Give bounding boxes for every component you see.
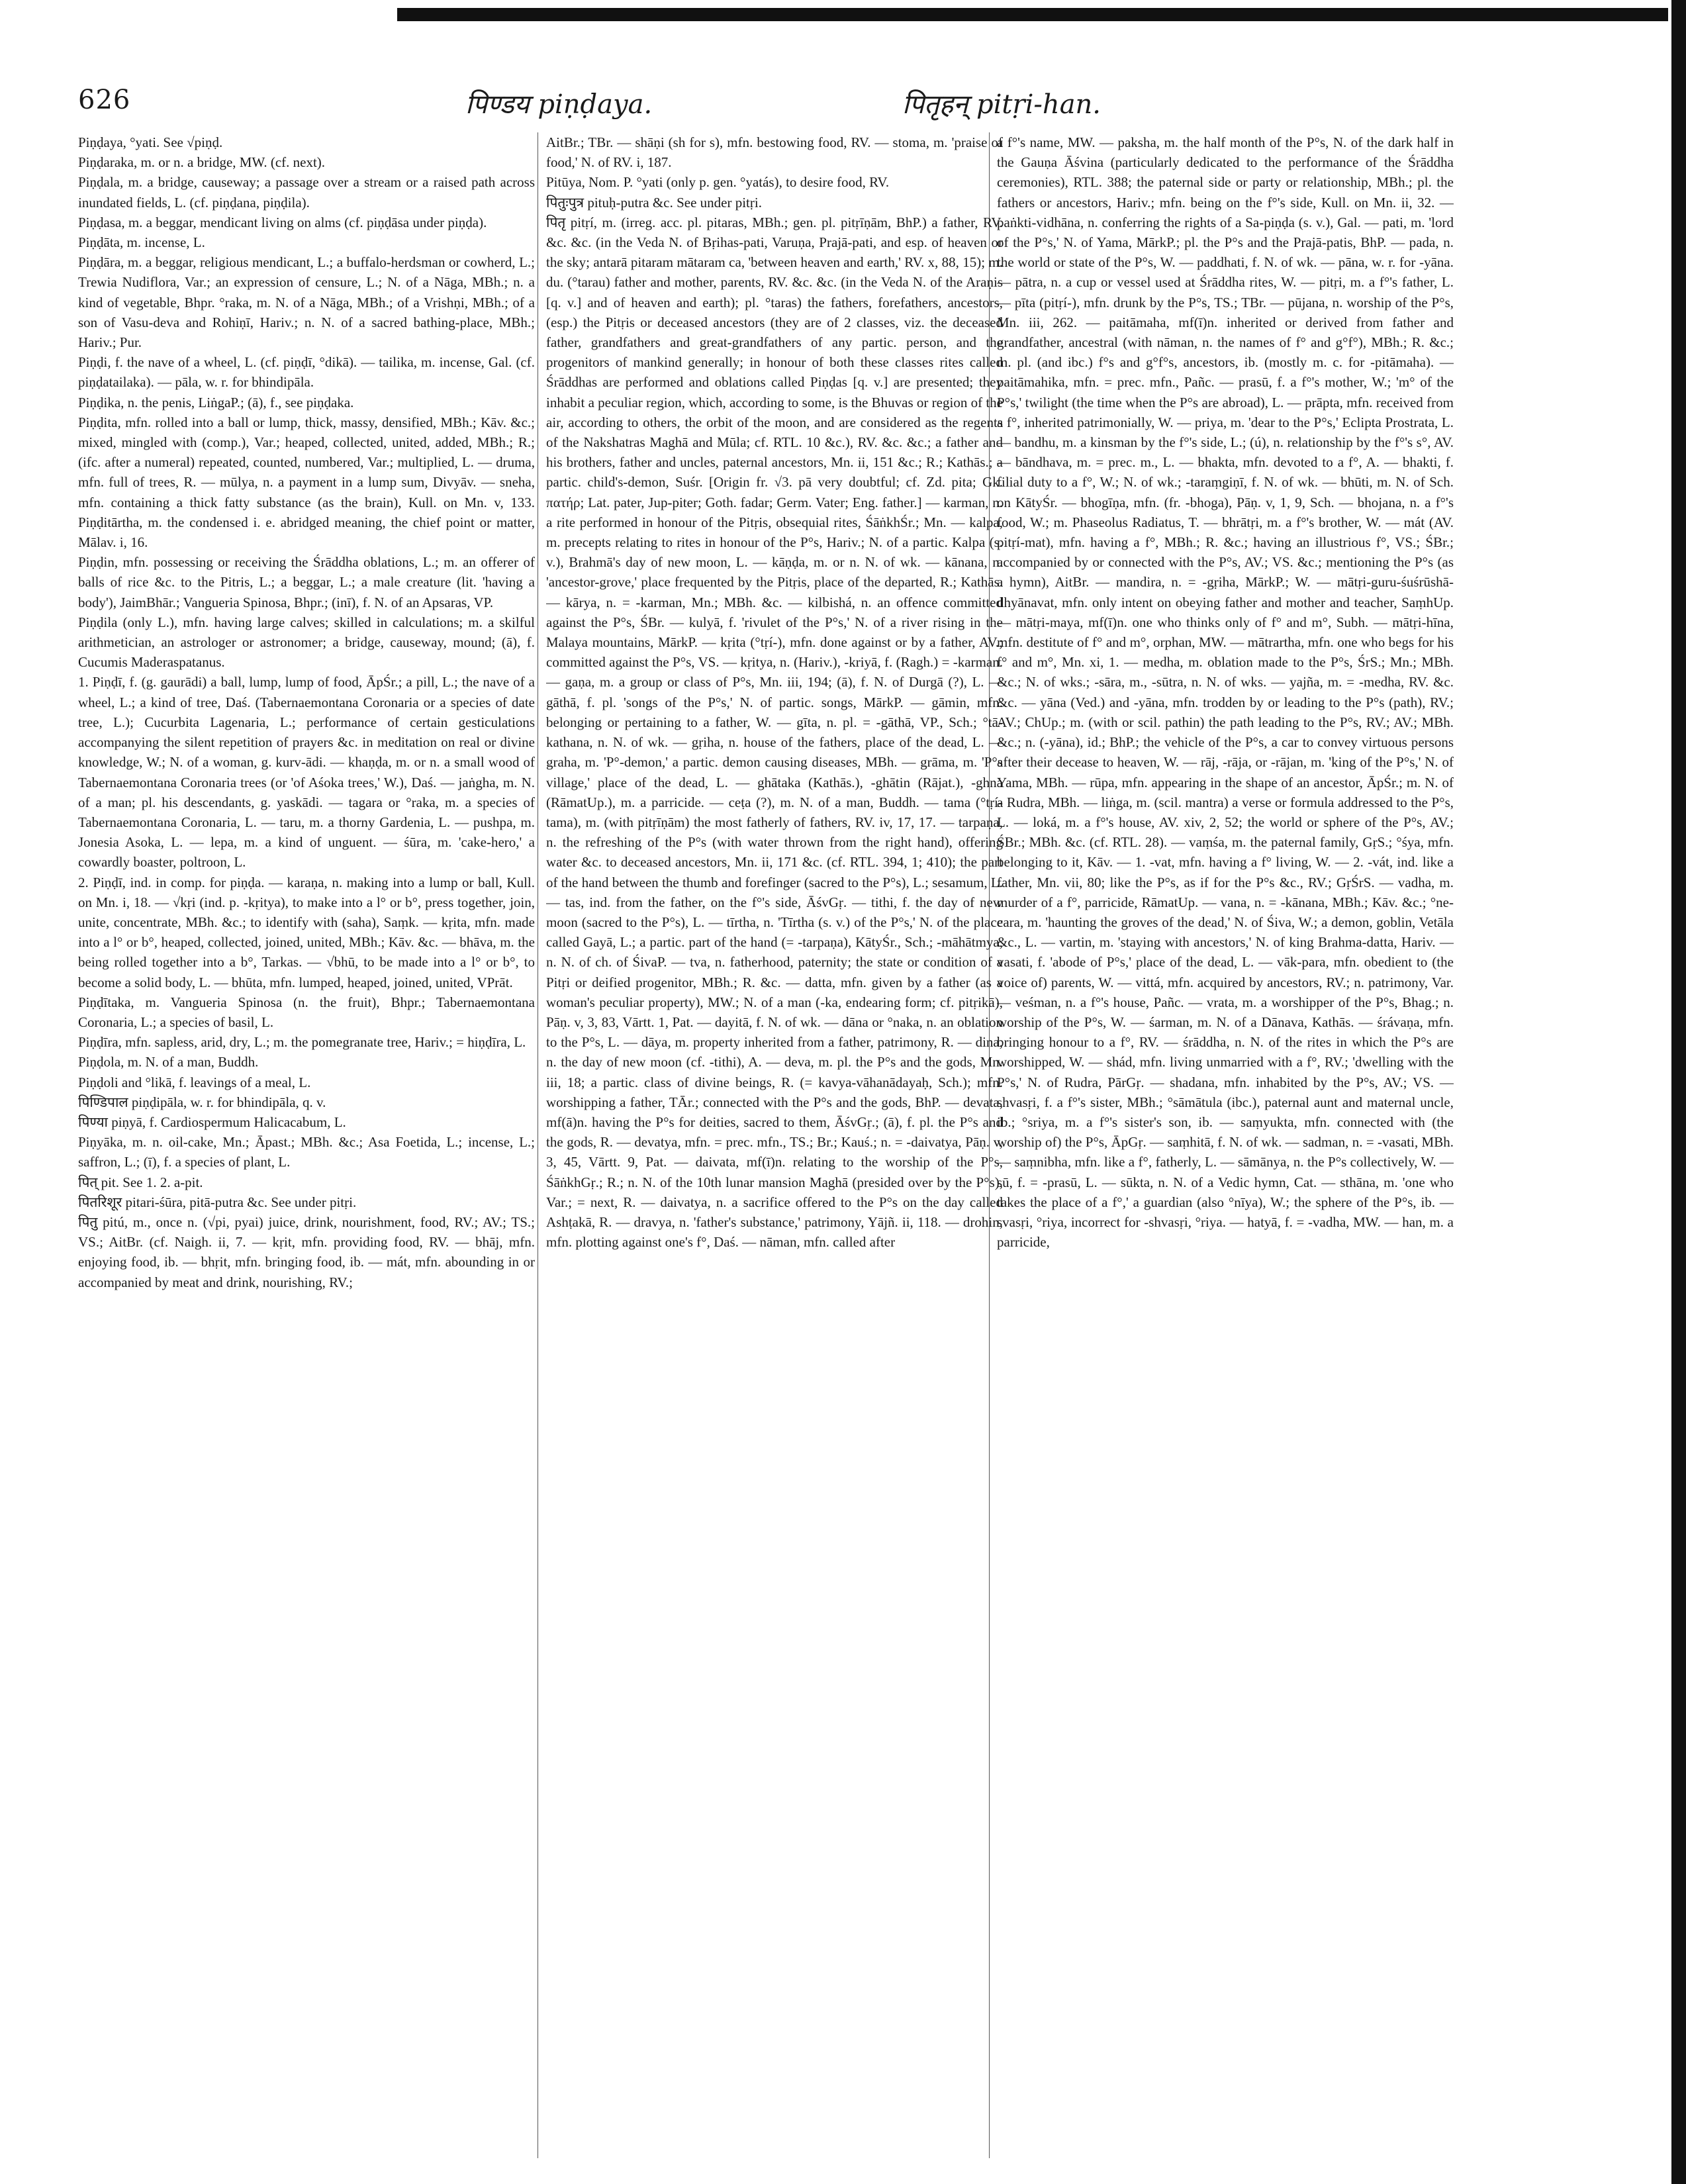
dictionary-entry: Piṇyāka, m. n. oil-cake, Mn.; Āpast.; MBh. &c.; Asa Foetida, L.; incense, L.; saffron, L.; (ī), f. a species of plant, L. [78,1134,535,1170]
dictionary-entry: Piṇḍaya, °yati. See √piṇḍ. [78,134,223,150]
dictionary-entry: Piṇḍin, mfn. possessing or receiving the Śrāddha oblations, L.; m. an offerer of balls of rice &c. to the Pitris, L.; a beggar, L.; a male creature (lit. 'having a body'), JaimBhār.; Vangueria Spinosa, Bhpr.; (inī), f. N. of an Apsaras, VP. [78,554,535,610]
dictionary-entry: Piṇḍika, n. the penis, LiṅgaP.; (ā), f., see piṇḍaka. [78,394,354,410]
dictionary-entry: Piṇḍi, f. the nave of a wheel, L. (cf. piṇḍī, °dikā). — tailika, m. incense, Gal. (cf. piṇḍatailaka). — pāla, w. r. for bhindipāla. [78,354,535,391]
dictionary-entry: a f°'s name, MW. — paksha, m. the half month of the P°s, N. of the dark half in the Gauṇa Āśvina (particularly dedicated to the performance of the Śrāddha ceremonies), RTL. 388; the paternal side or party or relationship, MBh.; pl. the fathers or ancestors, Hariv.; mfn. being on the f°'s side, Kull. on Mn. ii, 32. — paṅkti-vidhāna, n. conferring the rights of a Sa-piṇḍa (s. v.), Gal. — pati, m. 'lord of the P°s,' N. of Yama, MārkP.; pl. the P°s and the Prajā-patis, BhP. — pada, n. the world or state of the P°s, W. — paddhati, f. N. of wk. — pāna, w. r. for -yāna. — pātra, n. a cup or vessel used at Śrāddha rites, W. — pitṛi, m. a f°'s father, L. — pīta (pitṛí-), mfn. drunk by the P°s, TS.; TBr. — pūjana, n. worship of the P°s, Mn. iii, 262. — paitāmaha, mf(ī)n. inherited or derived from father and grandfather, ancestral (with nāman, n. the names of f° and g°f°), MBh.; R. &c.; m. pl. (and ibc.) f°s and g°f°s, ancestors, ib. (mostly m. c. for -pitāmaha). — paitāmahika, mfn. = prec. mfn., Pañc. — prasū, f. a f°'s mother, W.; 'm° of the P°s,' twilight (the time when the P°s are abroad), L. — prāpta, mfn. received from a f°, inherited patrimonially, W. — priya, m. 'dear to the P°s,' Eclipta Prostrata, L. — bandhu, m. a kinsman by the f°'s side, L.; (ú), n. relationship by the f°'s s°, AV. — bāndhava, m. = prec. m., L. — bhakta, mfn. devoted to a f°, A. — bhakti, f. filial duty to a f°, W.; N. of wk.; -taraṃgiṇī, f. N. of wk. — bhūti, m. N. of Sch. on KātyŚr. — bhogīṇa, mfn. (fr. -bhoga), Pāṇ. v, 1, 9, Sch. — bhojana, n. a f°'s food, W.; m. Phaseolus Radiatus, T. — bhrātṛi, m. a f°'s brother, W. — mát (AV. pitṛí-mat), mfn. having a f°, MBh.; R. &c.; having an illustrious f°, VS.; ŚBr.; accompanied by or connected with the P°s, AV.; VS. &c.; mentioning the P°s (as a hymn), AitBr. — mandira, n. = -gṛiha, MārkP.; W. — mātṛi-guru-śuśrūshā-dhyānavat, mfn. only intent on obeying father and mother and teacher, SaṃhUp. — mātṛi-maya, mf(ī)n. one who thinks only of f° and m°, Subh. — mātṛi-hīna, mfn. destitute of f° and m°, orphan, MW. — mātrartha, mfn. one who begs for his f° and m°, Mn. xi, 1. — medha, m. oblation made to the P°s, ŚrS.; Mn.; MBh. &c.; N. of wks.; -sāra, m., -sūtra, n. N. of wks. — yajña, m. = -medha, RV. &c. &c. — yāna (Ved.) and -yāna, mfn. trodden by or leading to the P°s (path), RV.; AV.; ChUp.; m. (with or scil. pathin) the path leading to the P°s, RV.; AV.; MBh. &c.; n. (-yāna), id.; BhP.; the vehicle of the P°s, a car to convey virtuous persons after their decease to heaven, W. — rāj, -rāja, or -rājan, m. 'king of the P°s,' N. of Yama, MBh. — rūpa, mfn. appearing in the shape of an ancestor, ĀpŚr.; m. N. of a Rudra, MBh. — liṅga, m. (scil. mantra) a verse or formula addressed to the P°s, L. — loká, m. a f°'s house, AV. xiv, 2, 52; the world or sphere of the P°s, AV.; ŚBr.; MBh. &c. (cf. RTL. 28). — vaṃśa, m. the paternal family, GṛS.; °śya, mfn. belonging to it, Kāv. — 1. -vat, mfn. having a f° living, W. — 2. -vát, ind. like a father, Mn. vii, 80; like the P°s, as if for the P°s &c., RV.; GṛŚrS. — vadha, m. murder of a f°, parricide, RāmatUp. — vana, n. = -kānana, MBh.; Kāv. &c.; °ne-cara, m. 'haunting the groves of the dead,' N. of Śiva, W.; a demon, goblin, Vetāla &c., L. — vartin, m. 'staying with ancestors,' N. of king Brahma-datta, Hariv. — vasati, f. 'abode of P°s,' place of the dead, L. — vāk-para, mfn. obedient to (the voice of) parents, W. — vittá, mfn. acquired by ancestors, RV.; n. patrimony, Var. — veśman, n. a f°'s house, Pañc. — vrata, m. a worshipper of the P°s, Bhag.; n. worship of the P°s, W. — śarman, m. N. of a Dānava, Kathās. — śrávaṇa, mfn. bringing honour to a f°, RV. — śrāddha, n. N. of the rites in which the P°s are worshipped, W. — shád, mfn. living unmarried with a f°, RV.; 'dwelling with the P°s,' N. of Rudra, PārGṛ. — shadana, mfn. inhabited by the P°s, AV.; VS. — shvasṛi, f. a f°'s sister, MBh.; °sāmātula (ibc.), paternal aunt and maternal uncle, ib.; °sriya, m. a f°'s sister's son, ib. — saṃyukta, mfn. connected with (the worship of) the P°s, ĀpGṛ. — saṃhitā, f. N. of wk. — sadman, n. = -vasati, MBh. — saṃnibha, mfn. like a f°, fatherly, L. — sāmānya, n. the P°s collectively, W. — sū, f. = -prasū, L. — sūkta, n. N. of a Vedic hymn, Cat. — sthāna, m. 'one who takes the place of a f°,' a guardian (also °nīya), W.; the sphere of the P°s, ib. — svasṛi, °riya, incorrect for -shvasṛi, °riya. — hatyā, f. = -vadha, MW. — han, m. a parricide, [997,134,1454,1251]
dictionary-entry: Piṇḍita, mfn. rolled into a ball or lump, thick, massy, densified, MBh.; Kāv. &c.; mixed, mingled with (comp.), Var.; heaped, collected, united, added, MBh.; R.; (ifc. after a numeral) repeated, counted, numbered, Var.; multiplied, L. — druma, mfn. full of trees, R. — mūlya, n. a payment in a lump sum, Divyāv. — sneha, mfn. containing a thick fatty substance (as the brain), Kull. on Mn. v, 133. Piṇḍitārtha, m. the condensed i. e. abridged meaning, the chief point or matter, Mālav. i, 16. [78,414,535,551]
left-running-headword: पिण्डय piṇḍaya. [465,89,653,120]
dictionary-entry: 1. Piṇḍī, f. (g. gaurādi) a ball, lump, lump of food, ĀpŚr.; a pill, L.; the nave of a wheel, L.; a kind of tree, Daś. (Tabernaemontana Coronaria or a species of date tree, L.); Cucurbita Lagenaria, L.; performance of certain gesticulations accompanying the silent repetition of prayers &c. in meditation on real or divine knowledge, W.; N. of a woman, g. kurv-ādi. — khaṇḍa, m. or n. a small wood of Tabernaemontana Coronaria trees (or 'of Aśoka trees,' W.), Daś. — jaṅgha, m. N. of a man; pl. his descendants, g. yaskādi. — tagara or °raka, m. a species of Tabernaemontana Coronaria, L. — taru, m. a thorny Gardenia, L. — pushpa, m. Jonesia Asoka, L. — lepa, m. a kind of unguent. — śūra, m. 'cake-hero,' a cowardly boaster, poltroon, L. [78,674,535,871]
dictionary-entry: 2. Piṇḍī, ind. in comp. for piṇḍa. — karaṇa, n. making into a lump or ball, Kull. on Mn. i, 18. — √kṛi (ind. p. -kṛitya), to make into a l° or b°, press together, join, unite, concentrate, MBh. &c.; to identify with (saha), Saṃk. — kṛita, mfn. made into a l° or b°, heaped, collected, joined, united, MBh.; Kāv. &c. — bhāva, m. the being rolled together into a b°, Tarkas. — √bhū, to be made into a l° or b°, to become a solid body, L. — bhūta, mfn. lumped, heaped, joined, united, VPrāt. [78,874,535,990]
dictionary-column-1 [78,132,535,2171]
page-header [78,85,1336,124]
scan-top-border [397,8,1668,21]
dictionary-entry: Piṇḍītaka, m. Vangueria Spinosa (n. the fruit), Bhpr.; Tabernaemontana Coronaria, L.; a species of basil, L. [78,994,535,1030]
page-number: 626 [78,85,131,115]
dictionary-entry: पितृ pitṛí, m. (irreg. acc. pl. pitaras, MBh.; gen. pl. pitṛīṇām, BhP.) a father, RV. &c. &c. (in the Veda N. of Bṛihas-pati, Varuṇa, Prajā-pati, and esp. of heaven or the sky; antarā pitaram mātaram ca, 'between heaven and earth,' RV. x, 88, 15); m. du. (°tarau) father and mother, parents, RV. &c. &c. (in the Veda N. of the Araṇis [q. v.] and of heaven and earth); pl. °taras) the fathers, forefathers, ancestors, (esp.) the Pitṛis or deceased ancestors (they are of 2 classes, viz. the deceased father, grandfathers and great-grandfathers of any partic. person, and the progenitors of mankind generally; in honour of both these classes rites called Śrāddhas are performed and oblations called Piṇḍas [q. v.] are presented; they inhabit a peculiar region, which, according to some, is the Bhuvas or region of the air, according to others, the orbit of the moon, and are considered as the regents of the Nakshatras Maghā and Mūla; cf. RTL. 10 &c.), RV. &c. &c.; a father and his brothers, father and uncles, paternal ancestors, Mn. ii, 151 &c.; R.; Kathās.; a partic. child's-demon, Suśr. [Origin fr. √3. pā very doubtful; cf. Zd. pita; Gk. πατήρ; Lat. pater, Jup-piter; Goth. fadar; Germ. Vater; Eng. father.] — karman, n. a rite performed in honour of the Pitṛis, obsequial rites, ŚāṅkhŚr.; Mn. — kalpa, m. precepts relating to rites in honour of the P°s, Hariv.; N. of a partic. Kalpa (s. v.), Brahmā's day of new moon, L. — kāṇḍa, m. or n. N. of wk. — kānana, n. 'ancestor-grove,' place frequented by the Pitṛis, place of the departed, R.; Kathās. — kārya, n. = -karman, Mn.; MBh. &c. — kilbishá, n. an offence committed against the P°s, ŚBr. — kulyā, f. 'rivulet of the P°s,' N. of a river rising in the Malaya mountains, MārkP. — kṛita (°tṛí-), mfn. done against or by a father, AV.; committed against the P°s, VS. — kṛitya, n. (Hariv.), -kriyā, f. (Ragh.) = -karman. — gaṇa, m. a group or class of P°s, Mn. iii, 194; (ā), f. N. of Durgā (?), L. — gāthā, f. pl. 'songs of the P°s,' N. of partic. songs, MārkP. — gāmin, mfn. belonging or pertaining to a father, W. — gīta, n. pl. = -gāthā, VP., Sch.; °tā-kathana, n. N. of wk. — gṛiha, n. house of the fathers, place of the dead, L. — graha, m. 'P°-demon,' a partic. demon causing diseases, MBh. — grāma, m. 'P°s village,' place of the dead, L. — ghātaka (Kathās.), -ghātin (Rājat.), -ghna (RāmatUp.), m. a parricide. — ceṭa (?), m. N. of a man, Buddh. — tama (°tṛí-tama), m. (with pitṛīṇām) the most fatherly of fathers, RV. iv, 17, 17. — tarpaṇa, n. the refreshing of the P°s (with water thrown from the right hand), offering water &c. to deceased ancestors, Mn. ii, 171 &c. (cf. RTL. 394, 1; 410); the part of the hand between the thumb and forefinger (sacred to the P°s), L.; sesamum, L. — tas, ind. from the father, on the f°'s side, ĀśvGṛ. — tithi, f. the day of new moon (sacred to the P°s), L. — tīrtha, n. 'Tīrtha (s. v.) of the P°s,' N. of the place called Gayā, L.; a partic. part of the hand (= -tarpaṇa), KātyŚr., Sch.; -māhātmya, n. N. of ch. of ŚivaP. — tva, n. fatherhood, paternity; the state or condition of a Pitṛi or deified progenitor, MBh.; R. &c. — datta, mfn. given by a father (as a woman's peculiar property), MW.; N. of a man (-ka, endearing form; cf. pitṛikā), Pāṇ. v, 3, 83, Vārtt. 1, Pat. — dayitā, f. N. of wk. — dāna or °naka, n. an oblation to the P°s, L. — dāya, m. property inherited from a father, patrimony, R. — dina, n. the day of new moon (cf. -tithi), A. — deva, m. pl. the P°s and the gods, Mn. iii, 18; a partic. class of divine beings, R. (= kavya-vāhanādayaḥ, Sch.); mfn. worshipping a father, TĀr.; connected with the P°s and the gods, BhP. — devata, mf(ā)n. having the P°s for deities, sacred to them, ĀśvGṛ.; (ā), f. pl. the P°s and the gods, R. — devatya, mfn. = prec. mfn., TS.; Br.; Kauś.; n. = -daivatya, Pāṇ. v, 3, 45, Vārtt. 9, Pat. — daivata, mf(ī)n. relating to the worship of the P°s, ŚāṅkhGṛ.; R.; n. N. of the 10th lunar mansion Maghā (presided over by the P°s), Var.; = next, R. — daivatya, n. a sacrifice offered to the P°s on the day called Ashṭakā, R. — dravya, n. 'father's substance,' patrimony, Yājñ. ii, 118. — drohin, mfn. plotting against one's f°, Daś. — nāman, mfn. called after [546,214,1003,1251]
dictionary-entry: Piṇḍāra, m. a beggar, religious mendicant, L.; a buffalo-herdsman or cowherd, L.; Trewia Nudiflora, Var.; an expression of censure, L.; N. of a Nāga, MBh.; n. a kind of vegetable, Bhpr. °raka, m. N. of a Nāga, MBh.; of a Vrishṇi, MBh.; of a son of Vasu-deva and Rohiṇī, Hariv.; n. N. of a sacred bathing-place, MBh.; Hariv.; Pur. [78,254,535,351]
dictionary-entry: Piṇḍala, m. a bridge, causeway; a passage over a stream or a raised path across inundated fields, L. (cf. piṇḍana, piṇḍila). [78,174,535,211]
dictionary-column-2 [546,132,1003,2171]
dictionary-entry: Piṇḍola, m. N. of a man, Buddh. [78,1054,259,1070]
dictionary-entry: Pitūya, Nom. P. °yati (only p. gen. °yatás), to desire food, RV. [546,174,890,191]
dictionary-entry: पितुःपुत्र pituḥ-putra &c. See under pitṛi. [546,194,762,211]
right-running-headword: पितृहन् pitṛi-han. [902,89,1101,120]
dictionary-entry: Piṇḍoli and °likā, f. leavings of a meal, L. [78,1074,311,1090]
dictionary-entry: पित् pit. See 1. 2. a-pit. [78,1174,203,1190]
dictionary-entry: Piṇḍaraka, m. or n. a bridge, MW. (cf. next). [78,154,326,171]
dictionary-entry: पितरिशूर pitari-śūra, pitā-putra &c. See under pitṛi. [78,1194,357,1210]
dictionary-entry: Piṇḍasa, m. a beggar, mendicant living on alms (cf. piṇḍāsa under piṇḍa). [78,214,487,230]
dictionary-column-3 [997,132,1454,2171]
dictionary-entry: Piṇḍāta, m. incense, L. [78,234,205,251]
scan-right-border [1671,0,1686,2184]
dictionary-entry: AitBr.; TBr. — shāṇi (sh for s), mfn. bestowing food, RV. — stoma, m. 'praise of food,' N. of RV. i, 187. [546,134,1003,171]
dictionary-entry: पिण्डिपाल piṇḍipāla, w. r. for bhindipāla, q. v. [78,1094,326,1110]
dictionary-entry: पितु pitú, m., once n. (√pi, pyai) juice, drink, nourishment, food, RV.; AV.; TS.; VS.; AitBr. (cf. Naigh. ii, 7. — kṛit, mfn. providing food, RV. — bhāj, mfn. enjoying food, ib. — bhṛit, mfn. bringing food, ib. — mát, mfn. abounding in or accompanied by meat and drink, nourishing, RV.; [78,1213,535,1290]
dictionary-entry: पिण्या piṇyā, f. Cardiospermum Halicacabum, L. [78,1114,346,1130]
dictionary-entry: Piṇḍīra, mfn. sapless, arid, dry, L.; m. the pomegranate tree, Hariv.; = hiṇḍīra, L. [78,1034,526,1051]
dictionary-entry: Piṇḍila (only L.), mfn. having large calves; skilled in calculations; m. a skilful arithmetician, an astrologer or astronomer; a bridge, causeway, mound; (ā), f. Cucumis Maderaspatanus. [78,614,535,671]
